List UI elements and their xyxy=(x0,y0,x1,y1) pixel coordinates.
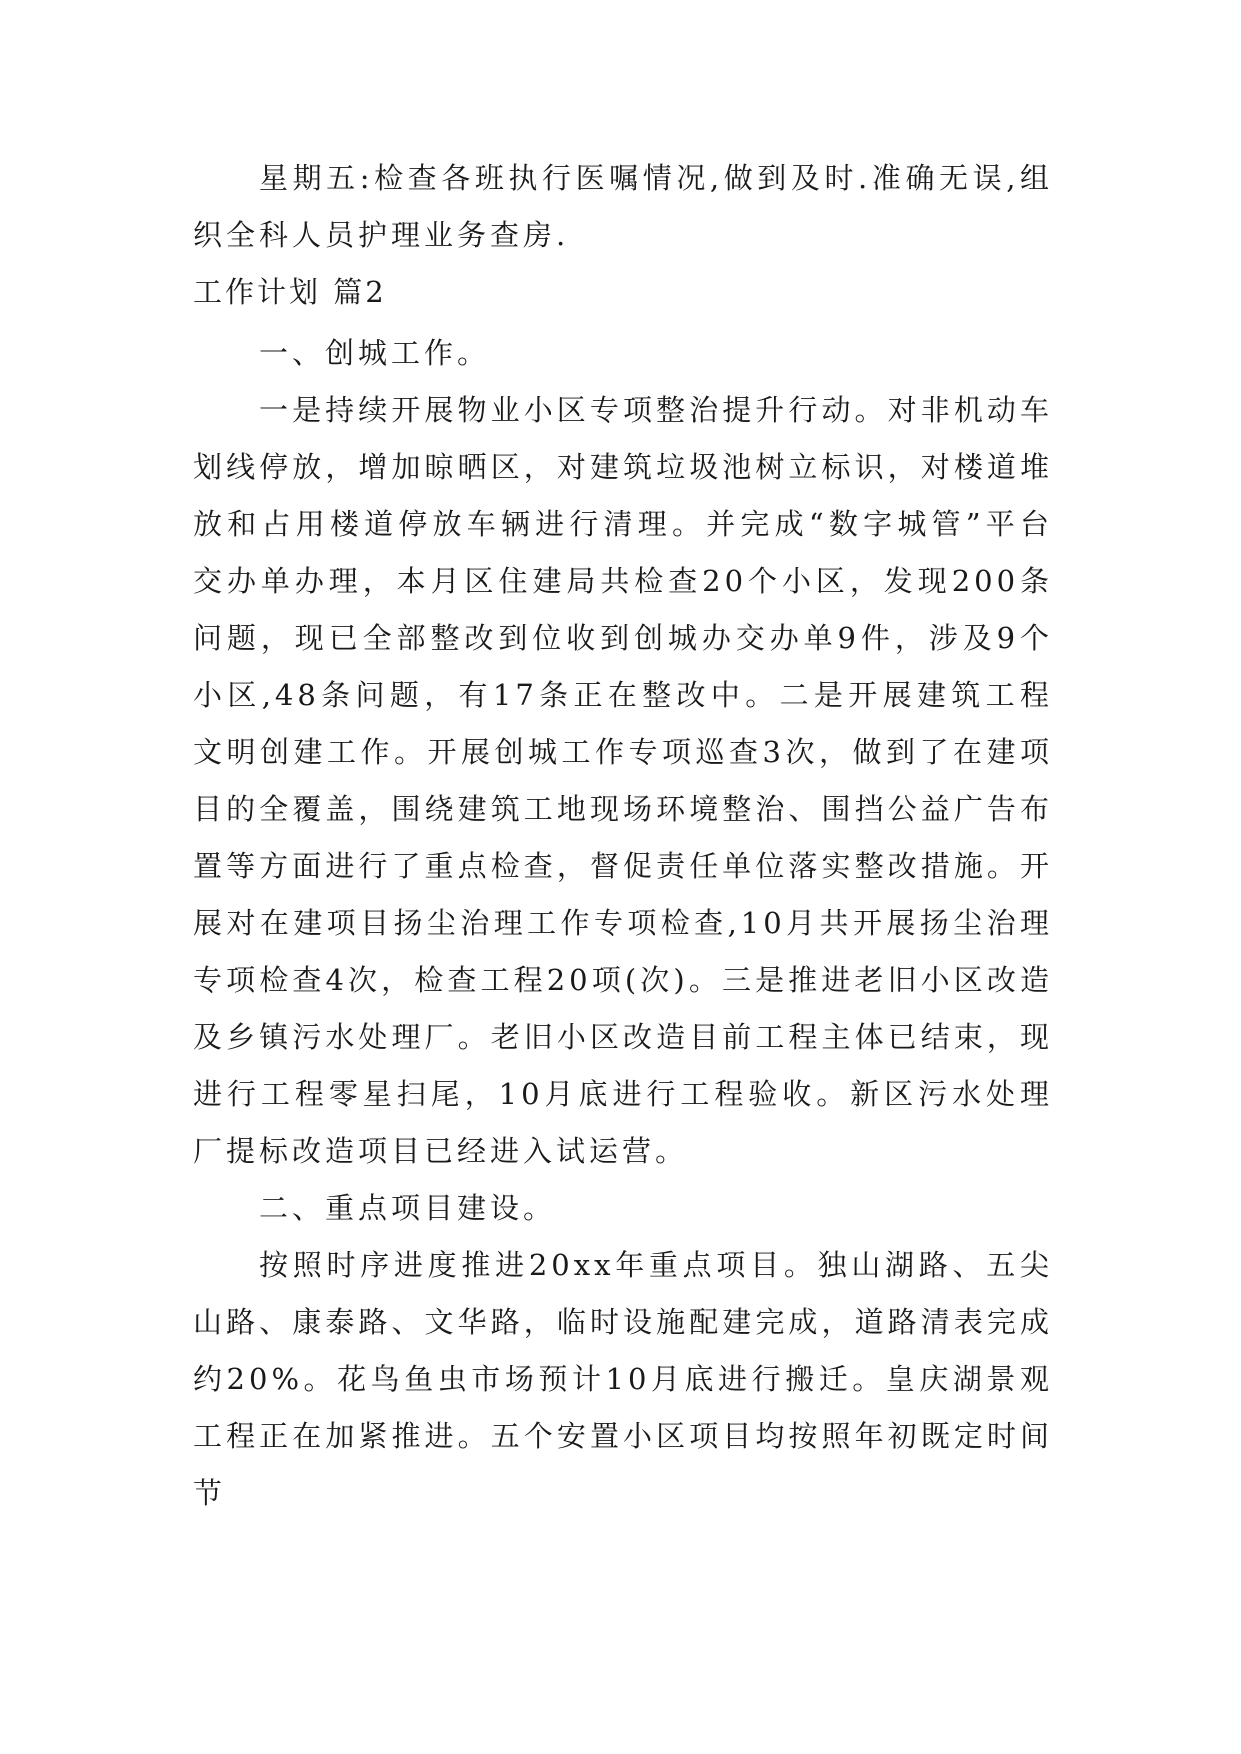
heading-key-projects: 二、重点项目建设。 xyxy=(259,1191,557,1225)
heading-chuangcheng-work: 一、创城工作。 xyxy=(259,336,491,370)
paragraph-friday-schedule: 星期五:检查各班执行医嘱情况,做到及时.准确无误,组织全科人员护理业务查房. xyxy=(193,161,1053,252)
section-title: 工作计划 篇2 xyxy=(193,275,387,309)
document-body xyxy=(193,150,1053,1522)
paragraph-key-projects-details: 按照时序进度推进20xx年重点项目。独山湖路、五尖山路、康泰路、文华路，临时设施配建完成，道路清表完成约20%。花鸟鱼虫市场预计10月底进行搬迁。皇庆湖景观工程正在加紧推进。五个安置小区项目均按照年初既定时间节 xyxy=(193,1248,1053,1510)
paragraph-chuangcheng-details: 一是持续开展物业小区专项整治提升行动。对非机动车划线停放，增加晾晒区，对建筑垃圾池树立标识，对楼道堆放和占用楼道停放车辆进行清理。并完成“数字城管”平台交办单办理，本月区住建局共检查20个小区，发现200条问题，现已全部整改到位收到创城办交办单9件，涉及9个小区,48条问题，有17条正在整改中。二是开展建筑工程文明创建工作。开展创城工作专项巡查3次，做到了在建项目的全覆盖，围绕建筑工地现场环境整治、围挡公益广告布置等方面进行了重点检查，督促责任单位落实整改措施。开展对在建项目扬尘治理工作专项检查,10月共开展扬尘治理专项检查4次，检查工程20项(次)。三是推进老旧小区改造及乡镇污水处理厂。老旧小区改造目前工程主体已结束，现进行工程零星扫尾，10月底进行工程验收。新区污水处理厂提标改造项目已经进入试运营。 xyxy=(193,393,1053,1168)
